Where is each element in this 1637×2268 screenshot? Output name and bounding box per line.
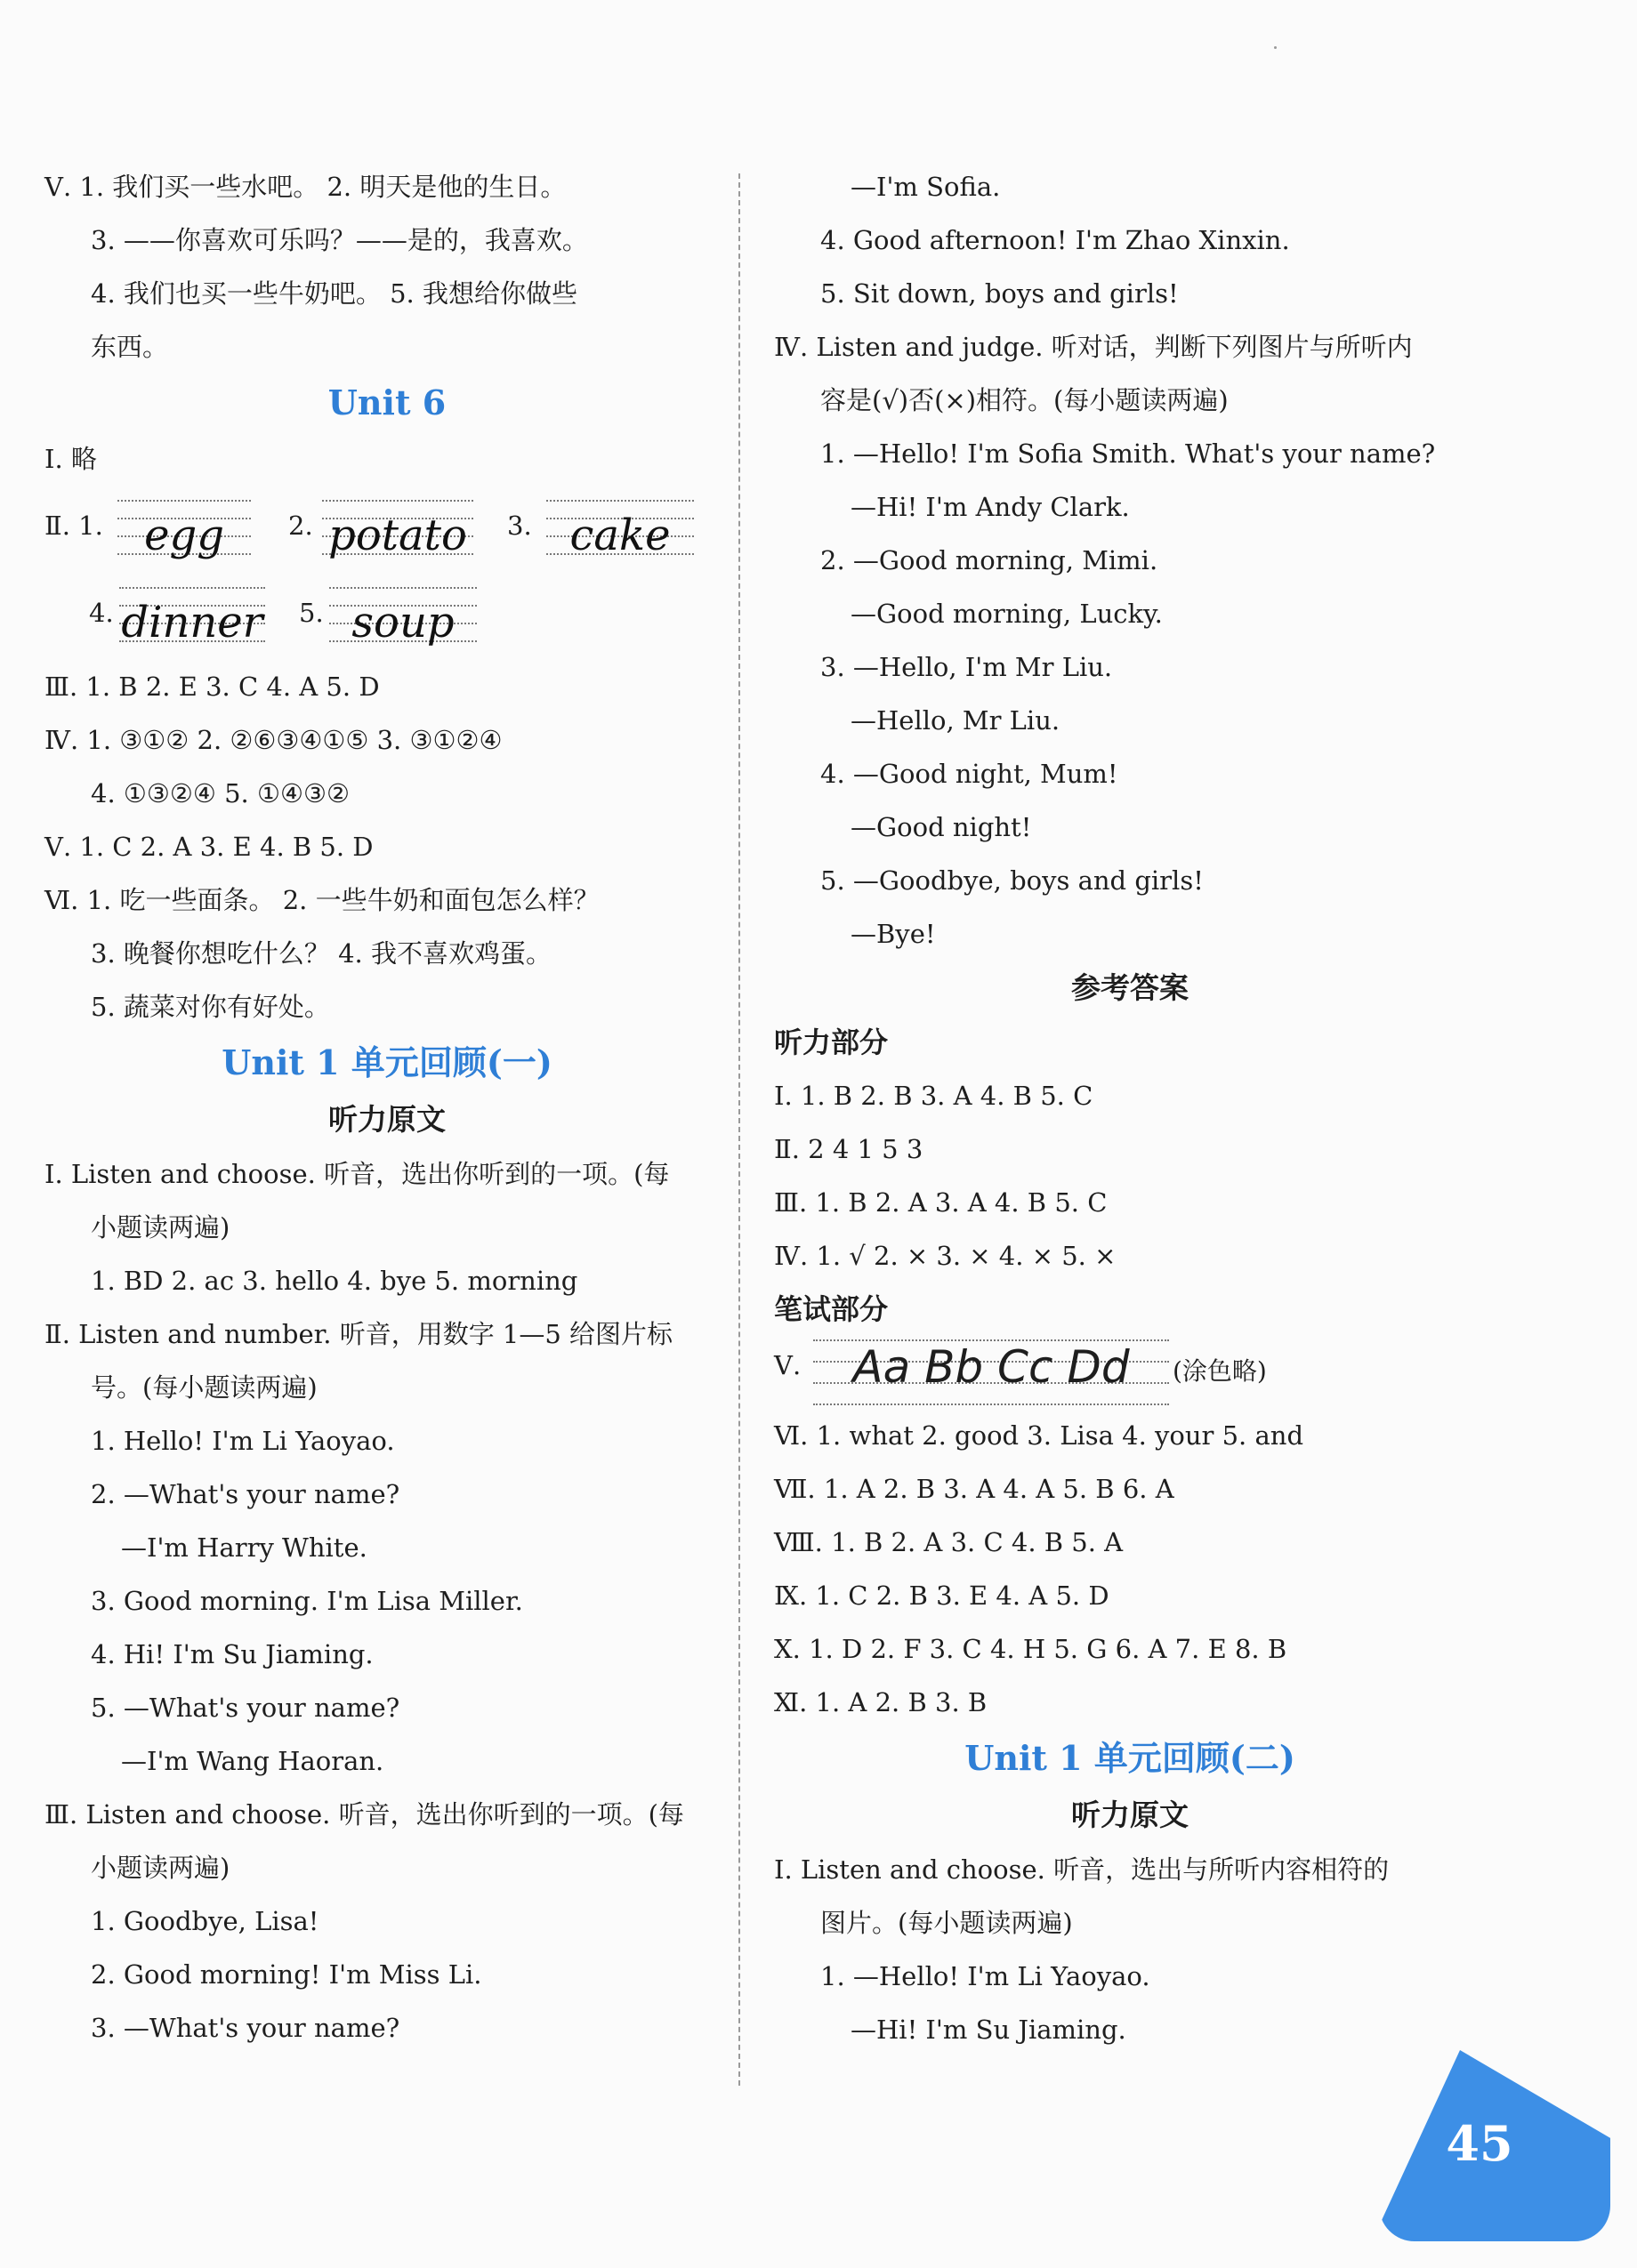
dialog-line: —I'm Sofia. — [851, 172, 1001, 202]
hw-lines — [322, 500, 473, 560]
section-iv: —Hello, Mr Liu. — [851, 705, 1060, 736]
r1-section-iii: 1. Goodbye, Lisa! — [91, 1906, 319, 1936]
section-iv: 5. —Goodbye, boys and girls! — [820, 865, 1204, 896]
dialog-line: 5. Sit down, boys and girls! — [820, 278, 1179, 309]
review1-heading: Unit 1 单元回顾(一) — [222, 1042, 552, 1082]
review2-heading: Unit 1 单元回顾(二) — [964, 1738, 1295, 1778]
sec5-line: Ⅴ. 1. 我们买一些水吧。 2. 明天是他的生日。 — [44, 172, 567, 202]
hw-word: egg — [144, 511, 224, 560]
r1-section-iii: 2. Good morning! I'm Miss Li. — [91, 1959, 482, 1990]
r2-section-i: 1. —Hello! I'm Li Yaoyao. — [820, 1961, 1150, 1991]
answer-xi: Ⅺ. 1. A 2. B 3. B — [774, 1687, 988, 1717]
section-iv: 4. —Good night, Mum! — [820, 759, 1118, 789]
u6-section-vi: 5. 蔬菜对你有好处。 — [91, 992, 330, 1022]
u6-section-vi: 3. 晚餐你想吃什么？ 4. 我不喜欢鸡蛋。 — [91, 938, 552, 969]
hw-lines — [546, 500, 694, 560]
r1-section-ii: Ⅱ. Listen and number. 听音，用数字 1—5 给图片标 — [44, 1319, 673, 1349]
hw-word: potato — [328, 511, 467, 560]
u6-section-iii: Ⅲ. 1. B 2. E 3. C 4. A 5. D — [44, 672, 380, 702]
answer-vi: Ⅵ. 1. what 2. good 3. Lisa 4. your 5. and — [774, 1420, 1304, 1451]
r1-section-ii: 3. Good morning. I'm Lisa Miller. — [91, 1586, 523, 1616]
r2-section-i: 图片。(每小题读两遍) — [820, 1908, 1073, 1938]
answer-v-note: (涂色略) — [1173, 1356, 1267, 1386]
u6-section-i: Ⅰ. 略 — [44, 444, 97, 474]
tingli-heading: 听力原文 — [1071, 1798, 1189, 1832]
r1-section-ii: 4. Hi! I'm Su Jiaming. — [91, 1639, 374, 1669]
scan-dot — [1274, 46, 1277, 49]
r1-section-iii: 小题读两遍) — [91, 1853, 230, 1883]
u6-section-iv: 4. ①③②④ 5. ①④③② — [91, 778, 350, 808]
r1-section-ii: 2. —What's your name? — [91, 1479, 400, 1509]
handwriting-row-1 — [44, 486, 730, 573]
answer-x: Ⅹ. 1. D 2. F 3. C 4. H 5. G 6. A 7. E 8. B — [774, 1634, 1287, 1664]
hw-number: 5. — [299, 598, 324, 628]
answer-i: Ⅰ. 1. B 2. B 3. A 4. B 5. C — [774, 1081, 1093, 1111]
section-iv: Ⅳ. Listen and judge. 听对话，判断下列图片与所听内 — [774, 332, 1413, 362]
section-iv: —Good night! — [851, 812, 1032, 842]
hw-number: 3. — [507, 511, 532, 541]
sec5-line: 4. 我们也买一些牛奶吧。 5. 我想给你做些 — [91, 278, 577, 309]
left-column — [44, 160, 730, 2055]
answer-vii: Ⅶ. 1. A 2. B 3. A 4. A 5. B 6. A — [774, 1474, 1174, 1504]
answer-iv: Ⅳ. 1. √ 2. × 3. × 4. × 5. × — [774, 1241, 1117, 1271]
hw-item-egg — [44, 486, 311, 573]
letter-lines — [813, 1339, 1169, 1405]
handwritten-letters: Aa Bb Cc Dd — [852, 1341, 1130, 1393]
hw-item-dinner — [89, 573, 311, 660]
r1-section-i: 小题读两遍) — [91, 1212, 230, 1243]
r2-section-i: —Hi! I'm Su Jiaming. — [851, 2015, 1126, 2045]
section-iv: —Good morning, Lucky. — [851, 599, 1163, 629]
page-number: 45 — [1446, 2115, 1513, 2172]
hw-lines — [119, 587, 265, 647]
r1-section-ii: —I'm Wang Haoran. — [121, 1746, 384, 1776]
r1-section-ii: —I'm Harry White. — [121, 1532, 367, 1563]
hw-number: Ⅱ. 1. — [44, 511, 103, 541]
r1-section-ii: 号。(每小题读两遍) — [91, 1372, 318, 1403]
hw-number: 4. — [89, 598, 114, 628]
dialog-line: 4. Good afternoon! I'm Zhao Xinxin. — [820, 225, 1290, 255]
r1-section-i: Ⅰ. Listen and choose. 听音，选出你听到的一项。(每 — [44, 1159, 670, 1189]
section-iv: —Bye! — [851, 919, 936, 949]
column-divider — [738, 173, 740, 2086]
answer-ix: Ⅸ. 1. C 2. B 3. E 4. A 5. D — [774, 1580, 1109, 1611]
answer-viii: Ⅷ. 1. B 2. A 3. C 4. B 5. A — [774, 1527, 1124, 1557]
answer-v — [774, 1336, 1486, 1409]
answer-v-label: Ⅴ. — [774, 1350, 802, 1380]
r1-section-iii: Ⅲ. Listen and choose. 听音，选出你听到的一项。(每 — [44, 1799, 684, 1830]
section-iv: 2. —Good morning, Mimi. — [820, 545, 1158, 575]
sec5-line: 东西。 — [91, 332, 169, 362]
section-iv: 1. —Hello! I'm Sofia Smith. What's your name? — [820, 438, 1436, 469]
section-iv: —Hi! I'm Andy Clark. — [851, 492, 1130, 522]
hw-item-soup — [299, 573, 521, 660]
section-iv: 容是(√)否(×)相符。(每小题读两遍) — [820, 385, 1229, 415]
hw-item-cake — [507, 486, 738, 573]
answer-ii: Ⅱ. 2 4 1 5 3 — [774, 1134, 923, 1164]
sec5-line: 3. ——你喜欢可乐吗？——是的，我喜欢。 — [91, 225, 588, 255]
hw-word: dinner — [121, 598, 263, 647]
r1-section-iii: 3. —What's your name? — [91, 2013, 400, 2043]
hw-item-potato — [288, 486, 484, 573]
right-column — [774, 160, 1486, 2056]
hw-word: cake — [569, 511, 671, 560]
hw-lines — [117, 500, 251, 560]
unit6-heading: Unit 6 — [327, 382, 447, 422]
r2-section-i: Ⅰ. Listen and choose. 听音，选出与所听内容相符的 — [774, 1854, 1390, 1885]
tingli-heading: 听力原文 — [328, 1102, 446, 1137]
r1-section-i: 1. BD 2. ac 3. hello 4. bye 5. morning — [91, 1266, 578, 1296]
answer-iii: Ⅲ. 1. B 2. A 3. A 4. B 5. C — [774, 1187, 1108, 1218]
u6-section-v: Ⅴ. 1. C 2. A 3. E 4. B 5. D — [44, 832, 374, 862]
section-iv: 3. —Hello, I'm Mr Liu. — [820, 652, 1113, 682]
r1-section-ii: 5. —What's your name? — [91, 1693, 400, 1723]
written-part-heading: 笔试部分 — [774, 1292, 889, 1326]
u6-section-vi: Ⅵ. 1. 吃一些面条。 2. 一些牛奶和面包怎么样？ — [44, 885, 600, 915]
r1-section-ii: 1. Hello! I'm Li Yaoyao. — [91, 1426, 395, 1456]
hw-number: 2. — [288, 511, 313, 541]
handwriting-row-2 — [44, 573, 730, 660]
answer-heading: 参考答案 — [1071, 970, 1189, 1005]
hw-word: soup — [351, 598, 455, 647]
listening-part-heading: 听力部分 — [774, 1025, 889, 1059]
u6-section-iv: Ⅳ. 1. ③①② 2. ②⑥③④①⑤ 3. ③①②④ — [44, 725, 503, 755]
hw-lines — [329, 587, 477, 647]
